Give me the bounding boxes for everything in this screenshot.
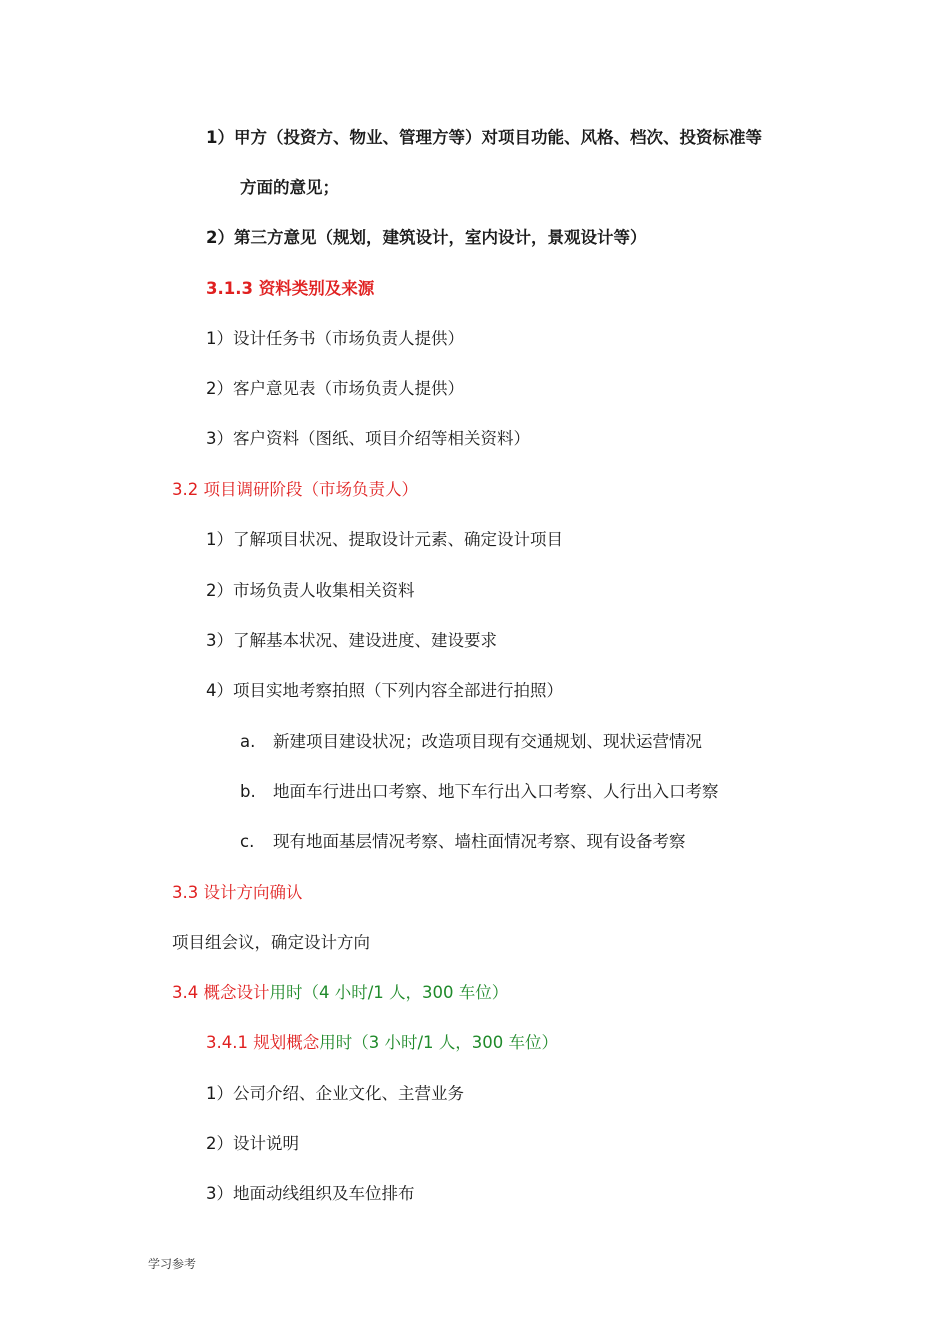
- sub-item: 新建项目建设状况；改造项目现有交通规划、现状运营情况: [273, 732, 702, 751]
- opinion-item-2: 2）第三方意见（规划，建筑设计，室内设计，景观设计等）: [206, 228, 647, 247]
- list-item: 3）地面动线组织及车位排布: [206, 1184, 415, 1203]
- sub-item-marker: c.: [240, 832, 255, 851]
- section-title: 3.4.1 规划概念: [206, 1033, 320, 1052]
- list-item: 2）客户意见表（市场负责人提供）: [206, 379, 464, 398]
- sub-item: 现有地面基层情况考察、墙柱面情况考察、现有设备考察: [273, 832, 686, 851]
- sub-item-marker: a.: [240, 732, 256, 751]
- list-item: 3）客户资料（图纸、项目介绍等相关资料）: [206, 429, 530, 448]
- list-item: 1）公司介绍、企业文化、主营业务: [206, 1084, 464, 1103]
- page-footer: 学习参考: [148, 1257, 197, 1271]
- list-item: 2）市场负责人收集相关资料: [206, 581, 415, 600]
- section-heading-3-4: [172, 982, 508, 1004]
- list-item: 1）了解项目状况、提取设计元素、确定设计项目: [206, 530, 563, 549]
- paragraph: 项目组会议，确定设计方向: [172, 933, 370, 952]
- opinion-item-1-continued: 方面的意见；: [240, 178, 339, 197]
- section-heading-3-4-1: [206, 1032, 558, 1054]
- list-item: 1）设计任务书（市场负责人提供）: [206, 329, 464, 348]
- duration-note: 用时（4 小时/1 人，300 车位）: [269, 983, 509, 1002]
- sub-item: 地面车行进出口考察、地下车行出入口考察、人行出入口考察: [273, 782, 719, 801]
- duration-note: 用时（3 小时/1 人，300 车位）: [319, 1033, 559, 1052]
- section-heading-3-3: 3.3 设计方向确认: [172, 883, 303, 902]
- section-heading-3-1-3: 3.1.3 资料类别及来源: [206, 279, 375, 298]
- list-item: 3）了解基本状况、建设进度、建设要求: [206, 631, 497, 650]
- opinion-item-1: 1）甲方（投资方、物业、管理方等）对项目功能、风格、档次、投资标准等: [206, 128, 762, 147]
- list-item: 2）设计说明: [206, 1134, 299, 1153]
- section-title: 3.4 概念设计: [172, 983, 270, 1002]
- list-item: 4）项目实地考察拍照（下列内容全部进行拍照）: [206, 681, 563, 700]
- sub-item-marker: b.: [240, 782, 256, 801]
- section-heading-3-2: 3.2 项目调研阶段（市场负责人）: [172, 480, 418, 499]
